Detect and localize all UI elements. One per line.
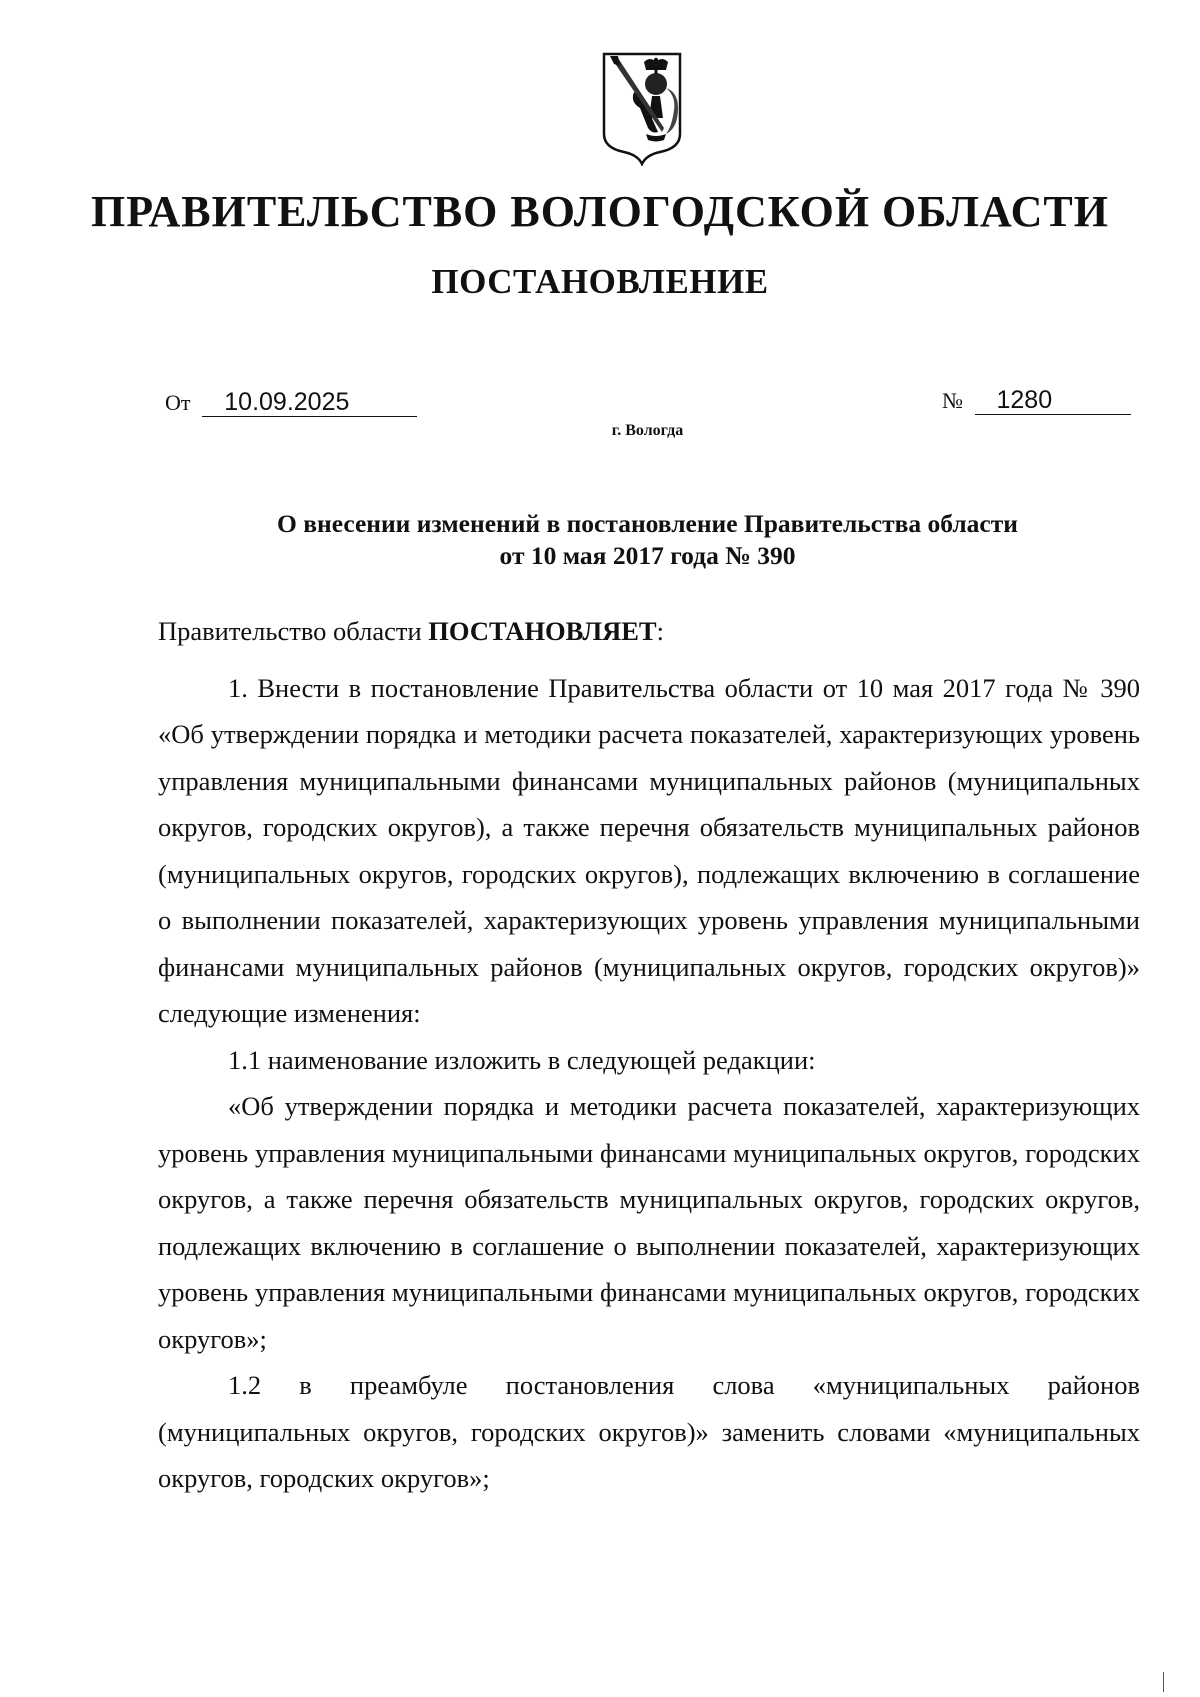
government-title: ПРАВИТЕЛЬСТВО ВОЛОГОДСКОЙ ОБЛАСТИ	[91, 187, 1109, 236]
intro-end: :	[656, 616, 664, 646]
paragraph-item-1-2: 1.2 в преамбуле постановления слова «муниципальных районов (муниципальных округов, городских округов)» заменить словами «муниципальных округов, городских округов»;	[158, 1370, 1140, 1493]
scan-edge-mark	[1163, 1672, 1164, 1692]
subject-line-1: О внесении изменений в постановление Правительства области	[277, 509, 1018, 538]
vologda-coat-of-arms-icon	[600, 48, 684, 166]
document-type: ПОСТАНОВЛЕНИЕ	[431, 262, 769, 301]
document-subject	[160, 508, 1135, 572]
date-value: 10.09.2025	[202, 388, 417, 417]
intro-bold: ПОСТАНОВЛЯЕТ	[428, 616, 657, 646]
paragraph-item-1-1: 1.1 наименование изложить в следующей редакции:	[228, 1044, 816, 1075]
city: г. Вологда	[611, 422, 684, 439]
number-value: 1280	[975, 386, 1131, 415]
number-label: №	[942, 388, 963, 413]
subject-line-2: от 10 мая 2017 года № 390	[499, 541, 796, 570]
document-body	[158, 608, 1140, 1502]
intro-text: Правительство области	[158, 616, 429, 646]
intro-paragraph	[158, 608, 1140, 655]
date-line	[165, 388, 417, 417]
number-line	[942, 386, 1131, 415]
paragraph-item-1: 1. Внести в постановление Правительства области от 10 мая 2017 года № 390 «Об утверждении порядка и методики расчета показателей, характеризующих уровень управления муниципальными финансами муниципальных районов (муниципальных округов, городских округов), а также перечня обязательств муниципальных районов (муниципальных округов, городских округов), подлежащих включению в соглашение о выполнении показателей, характеризующих уровень управления муниципальными финансами муниципальных районов (муниципальных округов, городских округов)» следующие изменения:	[158, 672, 1140, 1028]
date-label: От	[165, 390, 191, 415]
paragraph-quote: «Об утверждении порядка и методики расчета показателей, характеризующих уровень управления муниципальными финансами муниципальных округов, городских округов, а также перечня обязательств муниципальных округов, городских округов, подлежащих включению в соглашение о выполнении показателей, характеризующих уровень управления муниципальными финансами муниципальных округов, городских округов»;	[158, 1091, 1140, 1354]
